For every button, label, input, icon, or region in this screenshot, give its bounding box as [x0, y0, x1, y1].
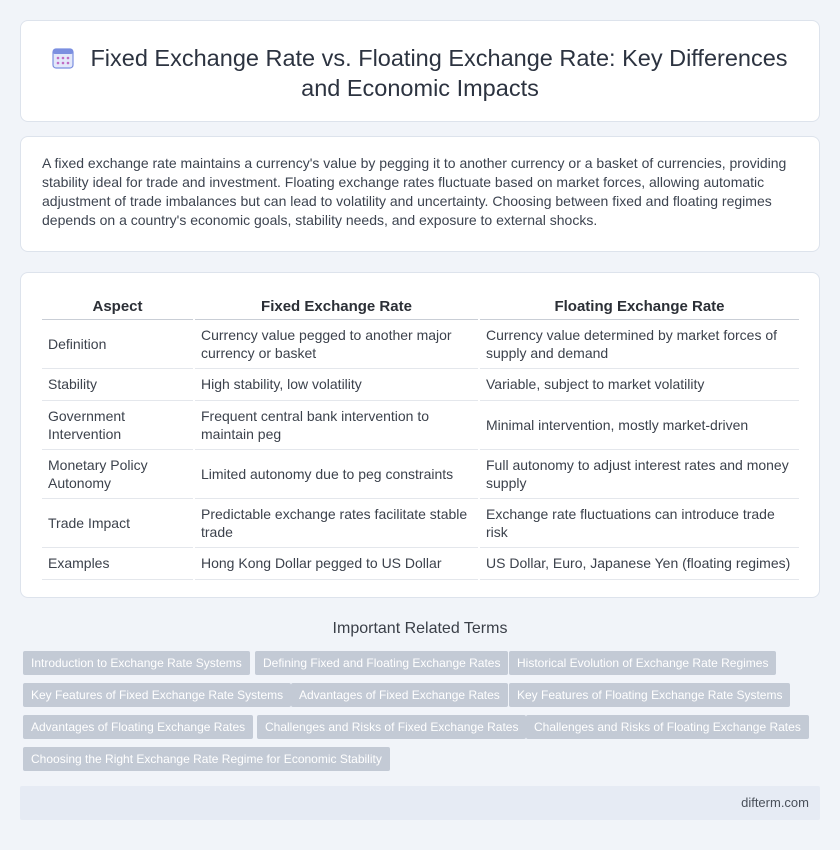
cell-fixed: Limited autonomy due to peg constraints — [194, 449, 479, 498]
cell-aspect: Trade Impact — [42, 498, 194, 547]
related-term-tag[interactable]: Choosing the Right Exchange Rate Regime for Economic Stability — [23, 747, 390, 771]
calendar-grid-icon — [52, 46, 74, 68]
cell-fixed: Hong Kong Dollar pegged to US Dollar — [194, 547, 479, 579]
cell-aspect: Examples — [42, 547, 194, 579]
comparison-table — [42, 295, 799, 580]
cell-floating: Variable, subject to market volatility — [479, 368, 799, 400]
cell-aspect: Government Intervention — [42, 400, 194, 449]
cell-fixed: Currency value pegged to another major currency or basket — [194, 319, 479, 368]
table-row — [42, 400, 799, 449]
cell-aspect: Stability — [42, 368, 194, 400]
site-link[interactable]: difterm.com — [741, 795, 809, 810]
intro-paragraph: A fixed exchange rate maintains a currency's value by pegging it to another currency or a basket of currencies, providing stability ideal for trade and investment. Floating exchange rates fluctuate based on market forces, allowing automatic adjustment of trade imbalances but can lead to volatility and uncertainty. Choosing between fixed and floating regimes depends on a country's economic goals, stability needs, and exposure to external shocks. — [42, 155, 787, 228]
related-term-tag[interactable]: Historical Evolution of Exchange Rate Regimes — [509, 651, 776, 675]
cell-floating: Full autonomy to adjust interest rates and money supply — [479, 449, 799, 498]
header-aspect: Aspect — [42, 295, 194, 319]
header-fixed: Fixed Exchange Rate — [194, 295, 479, 319]
table-row — [42, 319, 799, 368]
related-term-tag[interactable]: Challenges and Risks of Fixed Exchange Rates — [257, 715, 526, 739]
cell-floating: Currency value determined by market forces of supply and demand — [479, 319, 799, 368]
related-terms-title: Important Related Terms — [332, 620, 508, 637]
cell-floating: Minimal intervention, mostly market-driven — [479, 400, 799, 449]
related-term-tag[interactable]: Advantages of Floating Exchange Rates — [23, 715, 253, 739]
cell-fixed: Predictable exchange rates facilitate stable trade — [194, 498, 479, 547]
intro-card — [20, 136, 820, 252]
cell-fixed: Frequent central bank intervention to maintain peg — [194, 400, 479, 449]
related-term-tag[interactable]: Introduction to Exchange Rate Systems — [23, 651, 250, 675]
related-term-tag[interactable]: Key Features of Fixed Exchange Rate Systems — [23, 683, 291, 707]
table-row — [42, 498, 799, 547]
page-title: Fixed Exchange Rate vs. Floating Exchange Rate: Key Differences and Economic Impacts — [90, 45, 788, 101]
page-title-wrap — [51, 43, 789, 103]
related-term-tag[interactable]: Advantages of Fixed Exchange Rates — [291, 683, 508, 707]
related-term-tag[interactable]: Challenges and Risks of Floating Exchange Rates — [526, 715, 809, 739]
related-term-tag[interactable]: Defining Fixed and Floating Exchange Rates — [255, 651, 508, 675]
header-floating: Floating Exchange Rate — [479, 295, 799, 319]
table-row — [42, 368, 799, 400]
footer-bar — [20, 786, 820, 820]
cell-fixed: High stability, low volatility — [194, 368, 479, 400]
cell-floating: US Dollar, Euro, Japanese Yen (floating regimes) — [479, 547, 799, 579]
cell-floating: Exchange rate fluctuations can introduce trade risk — [479, 498, 799, 547]
cell-aspect: Definition — [42, 319, 194, 368]
table-row — [42, 449, 799, 498]
related-term-tag[interactable]: Key Features of Floating Exchange Rate Systems — [509, 683, 790, 707]
header-card — [20, 20, 820, 122]
cell-aspect: Monetary Policy Autonomy — [42, 449, 194, 498]
comparison-card — [20, 272, 820, 598]
table-header-row — [42, 295, 799, 319]
table-row — [42, 547, 799, 579]
